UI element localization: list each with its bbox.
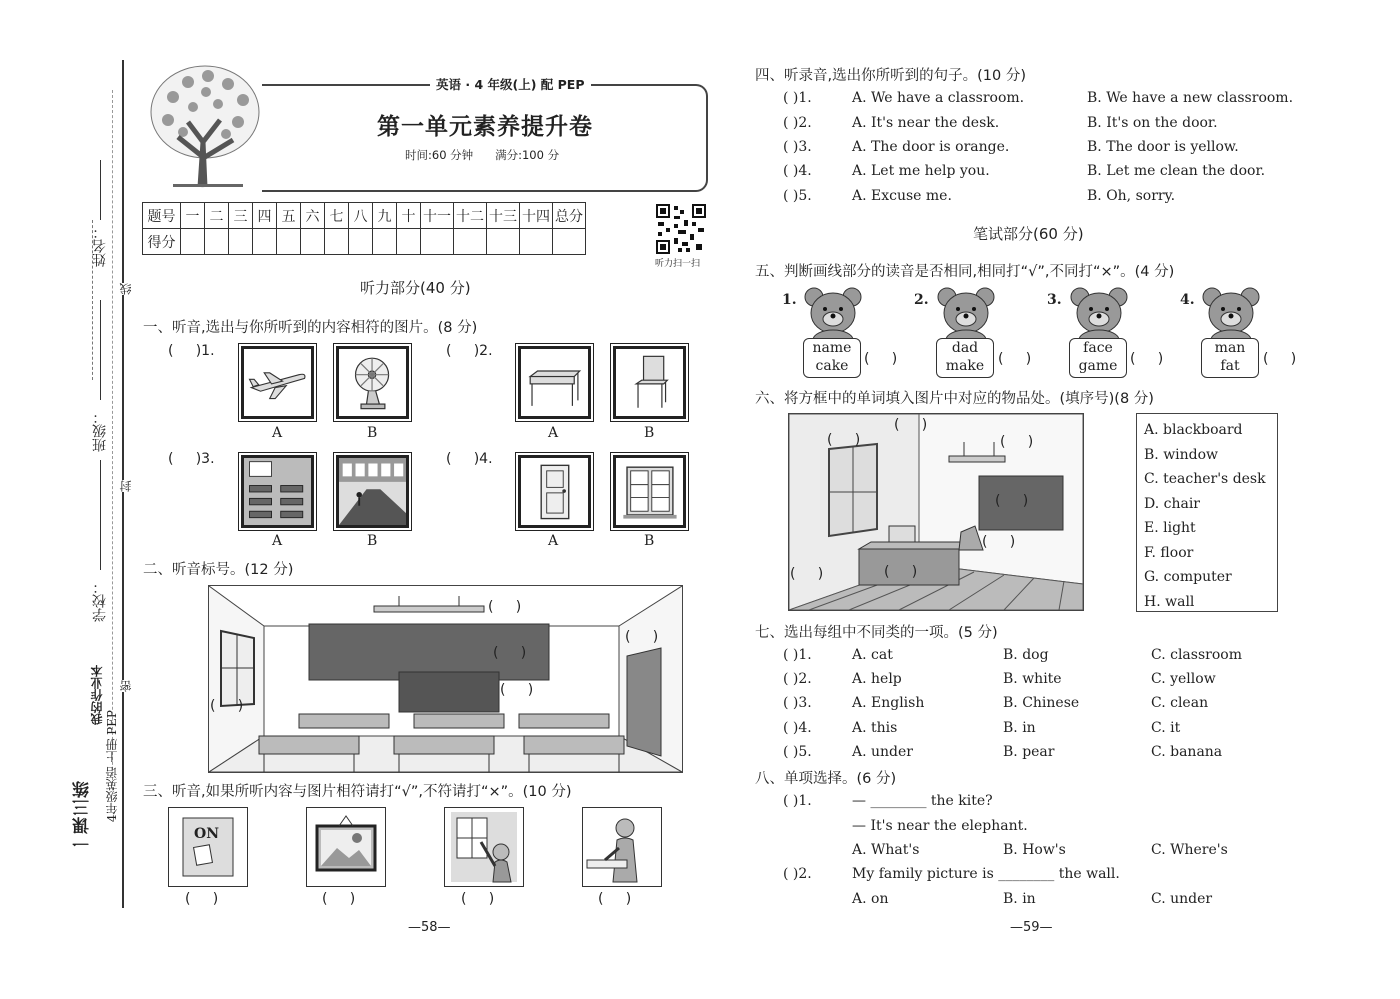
score-col: 八 bbox=[349, 203, 373, 229]
s8-option-a: A. on bbox=[852, 891, 889, 907]
option-a-label: A bbox=[272, 533, 283, 549]
picture-hallway bbox=[336, 455, 409, 528]
bear-icon bbox=[935, 285, 997, 345]
answer-blank[interactable]: ( ) bbox=[1130, 351, 1164, 367]
score-col: 十 bbox=[397, 203, 421, 229]
room-label-blank[interactable]: ( ) bbox=[982, 534, 1016, 550]
word-bank-item: D. chair bbox=[1144, 495, 1200, 512]
s7-option-c: C. banana bbox=[1151, 744, 1223, 760]
answer-blank[interactable]: ( ) bbox=[185, 891, 219, 907]
score-col: 总分 bbox=[553, 203, 586, 229]
brand-name: 一课三练 bbox=[73, 780, 93, 852]
section-2-heading: 二、听音标号。(12 分) bbox=[143, 562, 294, 578]
scene-label-blank[interactable]: ( ) bbox=[493, 645, 527, 661]
score-cell[interactable] bbox=[421, 229, 454, 255]
answer-blank[interactable]: ( )2. bbox=[446, 343, 493, 359]
score-table bbox=[142, 202, 586, 255]
chair-icon bbox=[616, 349, 683, 416]
scene-label-blank[interactable]: ( ) bbox=[500, 682, 534, 698]
name-field-line[interactable] bbox=[100, 160, 101, 220]
fan-icon bbox=[339, 349, 406, 416]
word-bank-item: H. wall bbox=[1144, 593, 1195, 610]
tree-illustration bbox=[148, 62, 263, 192]
bear-icon bbox=[1200, 285, 1262, 345]
section-5-heading: 五、判断画线部分的读音是否相同,相同打“√”,不同打“×”。(4 分) bbox=[755, 264, 1175, 280]
s8-item-number[interactable]: ( )1. bbox=[783, 793, 812, 809]
room-label-blank[interactable]: ( ) bbox=[894, 417, 928, 433]
picture-chair bbox=[613, 346, 686, 419]
score-cell[interactable] bbox=[277, 229, 301, 255]
window-icon bbox=[616, 458, 683, 525]
score-cell[interactable] bbox=[205, 229, 229, 255]
word-bank-item: G. computer bbox=[1144, 569, 1232, 585]
score-col: 四 bbox=[253, 203, 277, 229]
s4-item-number[interactable]: ( )3. bbox=[783, 139, 812, 155]
s8-answer-line: — It's near the elephant. bbox=[852, 818, 1028, 834]
score-cell[interactable] bbox=[349, 229, 373, 255]
score-cell[interactable] bbox=[487, 229, 520, 255]
s7-option-a: A. help bbox=[852, 671, 902, 687]
airplane-icon bbox=[244, 349, 311, 416]
score-col: 七 bbox=[325, 203, 349, 229]
s7-item-number[interactable]: ( )4. bbox=[783, 720, 812, 736]
word-card bbox=[1201, 338, 1259, 378]
s7-item-number[interactable]: ( )3. bbox=[783, 695, 812, 711]
s7-option-b: B. white bbox=[1003, 671, 1062, 687]
s4-option-b: B. It's on the door. bbox=[1087, 115, 1218, 131]
subject-label: 英语 · 4 年级(上) 配 PEP bbox=[430, 75, 591, 93]
s5-num: 2. bbox=[914, 292, 929, 308]
answer-blank[interactable]: ( ) bbox=[1263, 351, 1297, 367]
s4-option-b: B. Oh, sorry. bbox=[1087, 188, 1176, 204]
s4-option-a: A. Excuse me. bbox=[852, 188, 952, 204]
s7-option-a: A. English bbox=[852, 695, 925, 711]
divider bbox=[112, 90, 113, 790]
bear-icon bbox=[1068, 285, 1130, 345]
classroom-scene bbox=[208, 585, 683, 773]
room-label-blank[interactable]: ( ) bbox=[1000, 434, 1034, 450]
score-cell[interactable] bbox=[553, 229, 586, 255]
picture-light-switch bbox=[168, 807, 248, 887]
s4-option-b: B. The door is yellow. bbox=[1087, 139, 1239, 155]
s7-option-c: C. yellow bbox=[1151, 671, 1216, 687]
picture-cleaning-desk bbox=[582, 807, 662, 887]
s7-option-c: C. clean bbox=[1151, 695, 1209, 711]
switch-label: ON bbox=[194, 826, 219, 842]
score-col: 六 bbox=[301, 203, 325, 229]
cut-mark-mi: 密 bbox=[119, 680, 133, 692]
word-2: make bbox=[945, 358, 985, 374]
answer-blank[interactable]: ( )3. bbox=[168, 451, 215, 467]
s7-option-c: C. it bbox=[1151, 720, 1181, 736]
word-bank-box bbox=[1136, 413, 1278, 612]
word-card bbox=[936, 338, 994, 378]
s8-item-number[interactable]: ( )2. bbox=[783, 866, 812, 882]
book-label: 4年级英语 上册 PEP bbox=[105, 710, 119, 823]
s7-option-b: B. Chinese bbox=[1003, 695, 1080, 711]
score-table-score-row bbox=[143, 229, 586, 255]
s4-item-number[interactable]: ( )1. bbox=[783, 90, 812, 106]
written-heading: 笔试部分(60 分) bbox=[973, 225, 1084, 243]
answer-blank[interactable]: ( ) bbox=[998, 351, 1032, 367]
listening-heading: 听力部分(40 分) bbox=[360, 279, 471, 297]
score-col: 十三 bbox=[487, 203, 520, 229]
word-1: name bbox=[812, 340, 852, 356]
word-1: man bbox=[1214, 340, 1246, 356]
score-col: 一 bbox=[181, 203, 205, 229]
score-cell[interactable] bbox=[229, 229, 253, 255]
answer-blank[interactable]: ( ) bbox=[598, 891, 632, 907]
score-cell[interactable] bbox=[373, 229, 397, 255]
score-table-row-label: 得分 bbox=[143, 229, 181, 255]
option-b-label: B bbox=[644, 533, 655, 549]
section-7-heading: 七、选出每组中不同类的一项。(5 分) bbox=[755, 625, 998, 641]
s4-item-number[interactable]: ( )5. bbox=[783, 188, 812, 204]
picture-fan bbox=[336, 346, 409, 419]
room-label-blank[interactable]: ( ) bbox=[827, 432, 861, 448]
s8-option-c: C. Where's bbox=[1151, 842, 1228, 858]
s7-option-b: B. pear bbox=[1003, 744, 1055, 760]
s7-option-a: A. this bbox=[852, 720, 898, 736]
classroom-icon bbox=[244, 458, 311, 525]
bear-icon bbox=[802, 285, 864, 345]
section-8-heading: 八、单项选择。(6 分) bbox=[755, 771, 897, 787]
s4-item-number[interactable]: ( )4. bbox=[783, 163, 812, 179]
word-1: dad bbox=[951, 340, 979, 356]
scene-label-blank[interactable]: ( ) bbox=[488, 599, 522, 615]
section-1-heading: 一、听音,选出与你所听到的内容相符的图片。(8 分) bbox=[143, 320, 478, 336]
word-bank-item: B. window bbox=[1144, 446, 1219, 463]
section-6-heading: 六、将方框中的单词填入图片中对应的物品处。(填序号)(8 分) bbox=[755, 391, 1154, 407]
name-field-label: 姓名： bbox=[92, 225, 108, 267]
word-card bbox=[1069, 338, 1127, 378]
picture-airplane bbox=[241, 346, 314, 419]
score-table-row-label: 题号 bbox=[143, 203, 181, 229]
cut-mark-xian: 线 bbox=[119, 283, 133, 295]
s4-option-a: A. It's near the desk. bbox=[852, 115, 1000, 131]
s5-num: 4. bbox=[1180, 292, 1195, 308]
page-number-left: —58— bbox=[408, 920, 451, 935]
score-cell[interactable] bbox=[397, 229, 421, 255]
score-cell[interactable] bbox=[520, 229, 553, 255]
option-b-label: B bbox=[367, 533, 378, 549]
s8-option-c: C. under bbox=[1151, 891, 1213, 907]
s7-item-number[interactable]: ( )2. bbox=[783, 671, 812, 687]
word-bank-item: A. blackboard bbox=[1144, 422, 1243, 438]
word-2: cake bbox=[815, 358, 849, 374]
cut-mark-feng: 封 bbox=[119, 480, 133, 492]
s4-option-a: A. The door is orange. bbox=[852, 139, 1010, 155]
score-cell[interactable] bbox=[325, 229, 349, 255]
s8-option-b: B. How's bbox=[1003, 842, 1066, 858]
word-bank-item: F. floor bbox=[1144, 544, 1194, 561]
scene-label-blank[interactable]: ( ) bbox=[210, 698, 244, 714]
brand-logo bbox=[70, 780, 95, 852]
s7-item-number[interactable]: ( )5. bbox=[783, 744, 812, 760]
picture-door bbox=[518, 455, 591, 528]
score-col: 十二 bbox=[454, 203, 487, 229]
brand-subtitle: 我的作业本 bbox=[90, 665, 104, 725]
section-3-heading: 三、听音,如果所听内容与图片相符请打“√”,不符请打“×”。(10 分) bbox=[143, 784, 572, 800]
classroom-illustration bbox=[209, 586, 682, 772]
hallway-icon bbox=[339, 458, 406, 525]
s8-option-b: B. in bbox=[1003, 891, 1036, 907]
score-cell[interactable] bbox=[454, 229, 487, 255]
class-field-label: 班级： bbox=[92, 410, 108, 452]
s4-option-b: B. We have a new classroom. bbox=[1087, 90, 1294, 106]
word-bank-item: E. light bbox=[1144, 520, 1196, 536]
s7-option-b: B. dog bbox=[1003, 647, 1049, 663]
score-col: 十一 bbox=[421, 203, 454, 229]
option-b-label: B bbox=[367, 425, 378, 441]
score-col: 九 bbox=[373, 203, 397, 229]
option-a-label: A bbox=[272, 425, 283, 441]
s7-item-number[interactable]: ( )1. bbox=[783, 647, 812, 663]
score-cell[interactable] bbox=[253, 229, 277, 255]
school-field-line[interactable] bbox=[100, 460, 101, 570]
paper-title: 第一单元素养提升卷 bbox=[377, 113, 593, 140]
room-label-blank[interactable]: ( ) bbox=[995, 493, 1029, 509]
picture-painting bbox=[306, 807, 386, 887]
room-label-blank[interactable]: ( ) bbox=[884, 564, 918, 580]
word-2: fat bbox=[1220, 358, 1240, 374]
scene-label-blank[interactable]: ( ) bbox=[625, 629, 659, 645]
s8-question-line: My family picture is ________ the wall. bbox=[852, 866, 1120, 882]
s5-num: 1. bbox=[782, 292, 797, 308]
qr-code-icon[interactable] bbox=[656, 204, 706, 254]
word-1: face bbox=[1083, 340, 1113, 356]
s7-option-b: B. in bbox=[1003, 720, 1036, 736]
school-field-label: 学校： bbox=[92, 580, 108, 622]
time-score-meta: 时间:60 分钟 满分:100 分 bbox=[405, 148, 560, 162]
answer-blank[interactable]: ( ) bbox=[461, 891, 495, 907]
s4-option-b: B. Let me clean the door. bbox=[1087, 163, 1266, 179]
class-field-line[interactable] bbox=[100, 300, 101, 400]
answer-blank[interactable]: ( ) bbox=[322, 891, 356, 907]
option-a-label: A bbox=[548, 425, 559, 441]
score-col: 三 bbox=[229, 203, 253, 229]
option-a-label: A bbox=[548, 533, 559, 549]
s8-option-a: A. What's bbox=[852, 842, 920, 858]
picture-window bbox=[613, 455, 686, 528]
score-col: 二 bbox=[205, 203, 229, 229]
desk-icon bbox=[521, 349, 588, 416]
s7-option-a: A. cat bbox=[852, 647, 893, 663]
answer-blank[interactable]: ( ) bbox=[864, 351, 898, 367]
score-cell[interactable] bbox=[181, 229, 205, 255]
score-cell[interactable] bbox=[301, 229, 325, 255]
answer-blank[interactable]: ( )4. bbox=[446, 451, 493, 467]
page-number-right: —59— bbox=[1010, 920, 1053, 935]
word-2: game bbox=[1078, 358, 1118, 374]
s4-item-number[interactable]: ( )2. bbox=[783, 115, 812, 131]
s4-option-a: A. Let me help you. bbox=[852, 163, 990, 179]
score-col: 十四 bbox=[520, 203, 553, 229]
score-col: 五 bbox=[277, 203, 301, 229]
word-bank-item: C. teacher's desk bbox=[1144, 471, 1266, 487]
s7-option-c: C. classroom bbox=[1151, 647, 1242, 663]
s7-option-a: A. under bbox=[852, 744, 913, 760]
score-table-header-row bbox=[143, 203, 586, 229]
qr-caption: 听力扫一扫 bbox=[655, 259, 701, 269]
room-label-blank[interactable]: ( ) bbox=[790, 566, 824, 582]
s5-num: 3. bbox=[1047, 292, 1062, 308]
option-b-label: B bbox=[644, 425, 655, 441]
picture-desk bbox=[518, 346, 591, 419]
section-4-heading: 四、听录音,选出你所听到的句子。(10 分) bbox=[755, 68, 1026, 84]
answer-blank[interactable]: ( )1. bbox=[168, 343, 215, 359]
s8-question-line: — ________ the kite? bbox=[852, 793, 993, 809]
word-card bbox=[803, 338, 861, 378]
picture-classroom bbox=[241, 455, 314, 528]
picture-cleaning-window bbox=[444, 807, 524, 887]
door-icon bbox=[521, 458, 588, 525]
s4-option-a: A. We have a classroom. bbox=[852, 90, 1025, 106]
